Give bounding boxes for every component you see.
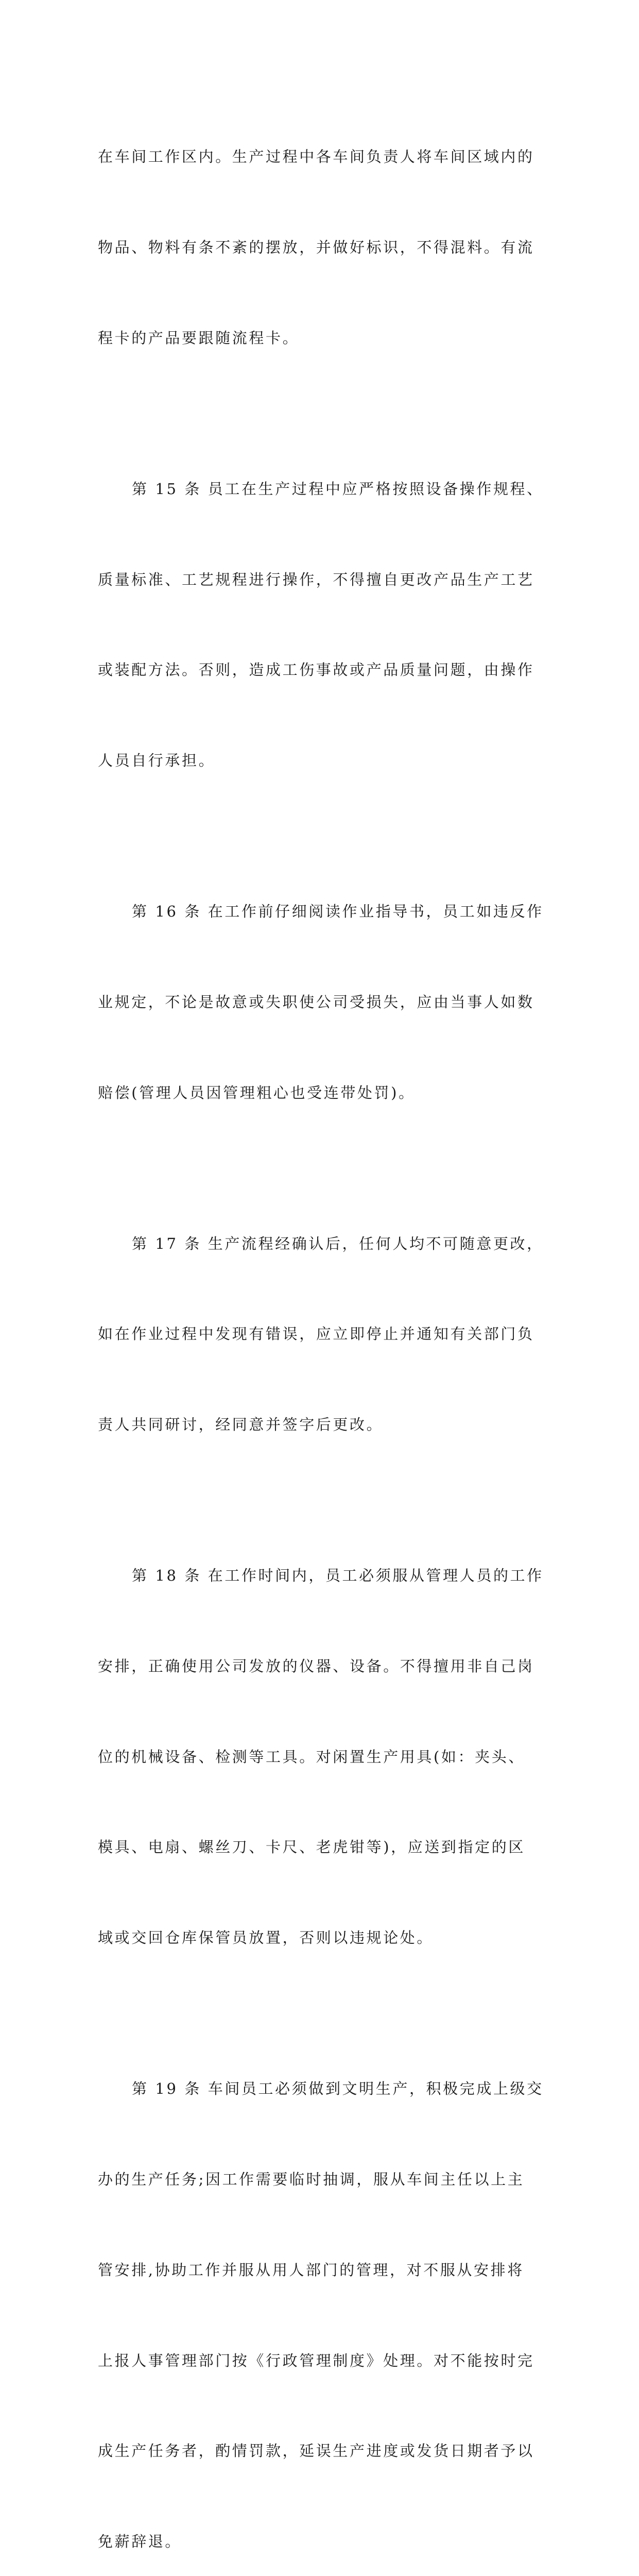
text-line: 在车间工作区内。生产过程中各车间负责人将车间区域内的 xyxy=(98,148,534,166)
text-line: 程卡的产品要跟随流程卡。 xyxy=(98,329,300,347)
text-line: 第 18 条 在工作时间内，员工必须服从管理人员的工作 xyxy=(132,1567,544,1585)
paragraph-article-17 xyxy=(98,1168,544,1500)
text-line: 业规定，不论是故意或失职使公司受损失，应由当事人如数 xyxy=(98,993,534,1011)
text-line: 第 16 条 在工作前仔细阅读作业指导书，员工如违反作 xyxy=(132,903,544,921)
text-line: 或装配方法。否则，造成工伤事故或产品质量问题，由操作 xyxy=(98,661,534,679)
text-line: 位的机械设备、检测等工具。对闲置生产用具(如：夹头、 xyxy=(98,1748,525,1766)
text-line: 责人共同研讨，经同意并签字后更改。 xyxy=(98,1416,384,1434)
text-line: 人员自行承担。 xyxy=(98,752,216,770)
text-line: 第 15 条 员工在生产过程中应严格按照设备操作规程、 xyxy=(132,480,544,498)
text-line: 域或交回仓库保管员放置，否则以违规论处。 xyxy=(98,1929,434,1947)
text-line: 模具、电扇、螺丝刀、卡尺、老虎钳等)，应送到指定的区 xyxy=(98,1838,525,1856)
text-line: 成生产任务者，酌情罚款，延误生产进度或发货日期者予以 xyxy=(98,2442,534,2460)
text-line: 安排，正确使用公司发放的仪器、设备。不得擅用非自己岗 xyxy=(98,1657,534,1675)
paragraph-article-19 xyxy=(98,2013,544,2576)
text-line: 管安排,协助工作并服从用人部门的管理，对不服从安排将 xyxy=(98,2261,524,2279)
text-line: 办的生产任务;因工作需要临时抽调，服从车间主任以上主 xyxy=(98,2170,525,2188)
paragraph-article-14-continued xyxy=(98,81,541,414)
text-line: 免薪辞退。 xyxy=(98,2533,182,2551)
text-line: 第 17 条 生产流程经确认后，任何人均不可随意更改， xyxy=(132,1234,544,1252)
paragraph-article-15 xyxy=(98,414,544,836)
document-body xyxy=(98,81,544,2576)
paragraph-article-16 xyxy=(98,836,544,1168)
text-line: 上报人事管理部门按《行政管理制度》处理。对不能按时完 xyxy=(98,2351,534,2369)
paragraph-article-18 xyxy=(98,1500,544,2013)
text-line: 质量标准、工艺规程进行操作，不得擅自更改产品生产工艺 xyxy=(98,570,534,588)
text-line: 赔偿(管理人员因管理粗心也受连带处罚)。 xyxy=(98,1083,416,1101)
text-line: 第 19 条 车间员工必须做到文明生产，积极完成上级交 xyxy=(132,2080,544,2098)
text-line: 如在作业过程中发现有错误，应立即停止并通知有关部门负 xyxy=(98,1325,534,1343)
text-line: 物品、物料有条不紊的摆放，并做好标识，不得混料。有流 xyxy=(98,238,534,256)
